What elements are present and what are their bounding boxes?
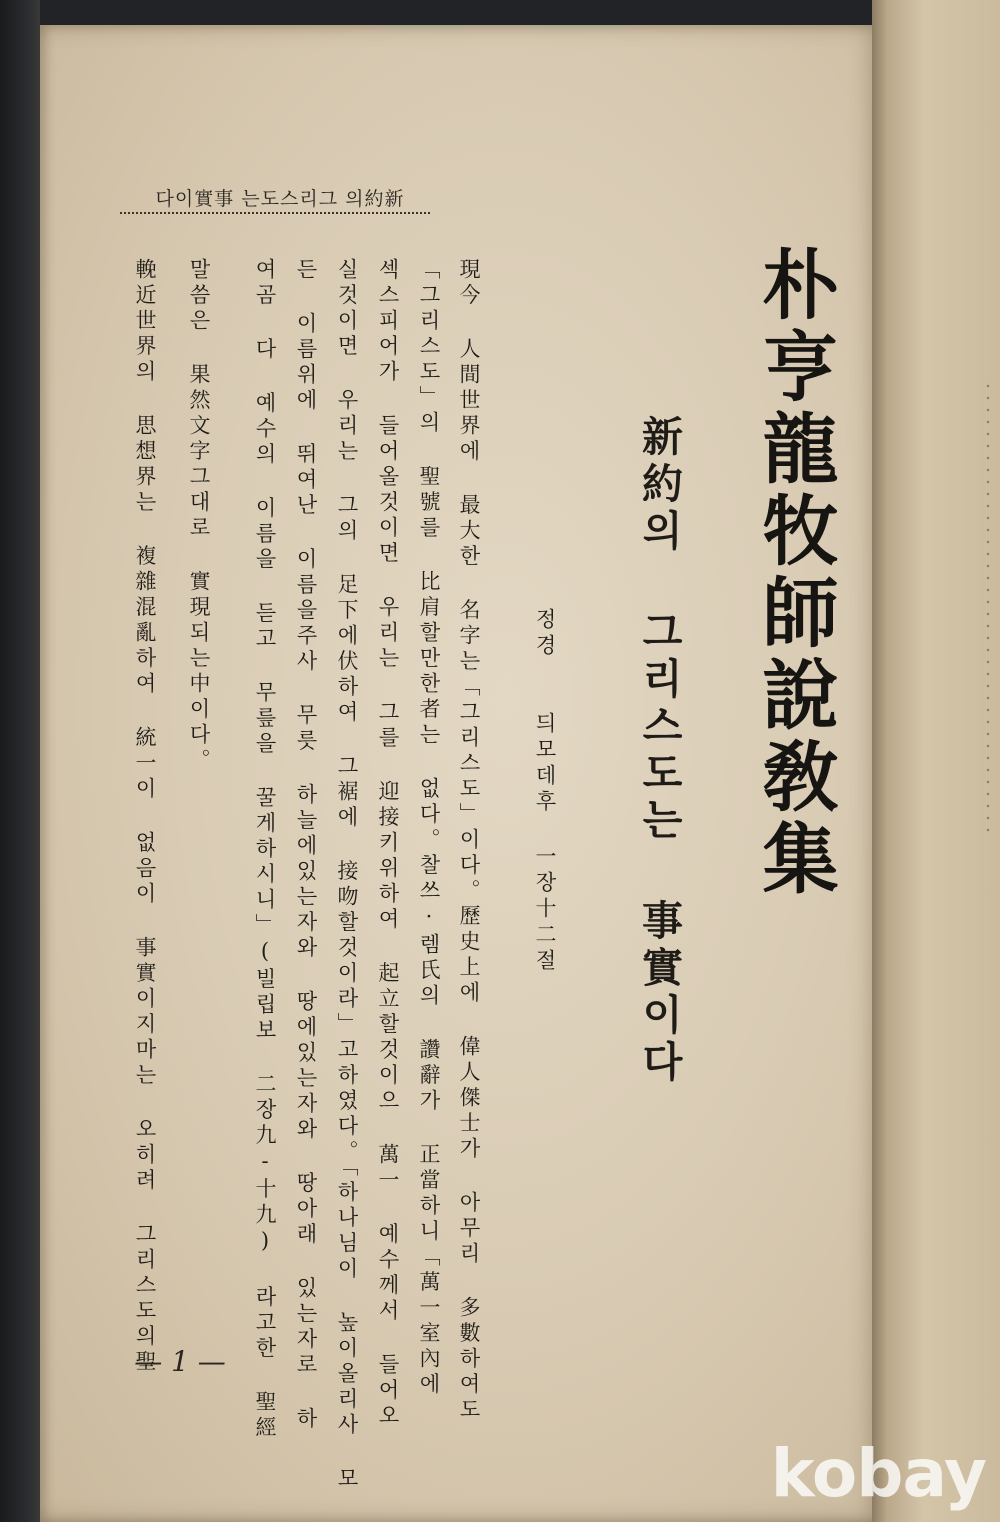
body-line: 섹스피어가 들어올것이면 우리는 그를 迎接키위하여 起立할것이으 萬一 예수께서 들어오 <box>376 258 400 1430</box>
body-line: 「그리스도」의 聖號를 比肩할만한者는 없다。찰쓰·렘氏의 讚辭가 正當하니「萬一室內에 <box>417 258 441 1398</box>
running-header: 다이實事 는도스리그 의約新 <box>155 188 405 210</box>
scripture-label: 정경 <box>533 608 557 660</box>
body-line: 現今 人間世界에 最大한 名字는「그리스도」이다。歷史上에 偉人傑士가 아무리 多數하여도 <box>457 258 481 1424</box>
scripture-citation: 듸모데후 一장十二절 <box>533 712 557 975</box>
body-line: 말씀은 果然文字그대로 實現되는中이다。 <box>187 258 211 774</box>
scripture-reference <box>530 608 560 975</box>
page-number: — 1 — <box>134 1345 226 1378</box>
body-line: 든 이름위에 뛰여난 이름을주사 무릇 하늘에있는자와 땅에있는자와 땅아래 있는자로 하 <box>294 258 318 1433</box>
perforation-marks <box>985 380 991 840</box>
sermon-title: 新約의 그리스도는 事實이다 <box>635 415 683 1087</box>
header-rule <box>120 212 430 214</box>
next-page-edge <box>872 0 1000 1522</box>
body-line: 여곰 다 예수의 이름을 듣고 무릎을 꿀게하시니」(빌립보 二장九-十九) 라고한 聖經 <box>253 258 277 1442</box>
binding-shadow <box>0 0 40 1522</box>
book-title: 朴亨龍牧師說敎集 <box>750 245 839 901</box>
body-line: 輓近世界의 思想界는 複雜混亂하여 統一이 없음이 事實이지마는 오히려 그리스도의聖 <box>133 258 157 1376</box>
body-line: 실것이면 우리는 그의 足下에伏하여 그裾에 接吻할것이라」고하였다。「하나님이 높이올리사 모 <box>335 258 359 1493</box>
watermark-logo: kobay <box>770 1435 986 1512</box>
